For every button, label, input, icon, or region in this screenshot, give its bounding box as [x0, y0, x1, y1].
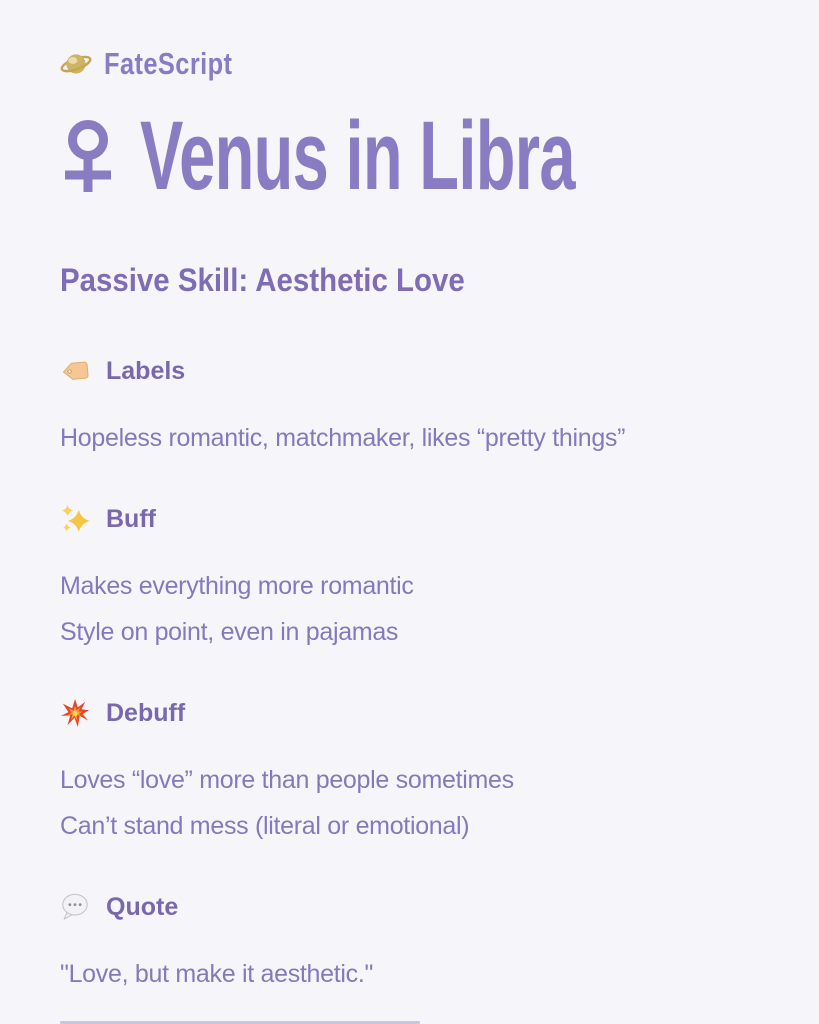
section-labels-header — [60, 355, 779, 387]
section-title: Labels — [106, 356, 186, 385]
section-quote-body — [60, 951, 779, 997]
section-buff-header — [60, 503, 779, 535]
section-debuff-body — [60, 757, 779, 849]
venus-symbol-icon — [60, 120, 116, 192]
section-labels-body — [60, 415, 779, 461]
page-title — [60, 101, 779, 210]
speech-balloon-icon — [60, 892, 90, 922]
label-tag-icon — [60, 356, 90, 386]
collision-icon — [60, 698, 90, 728]
brand-header — [60, 46, 779, 82]
section-quote — [60, 891, 779, 997]
section-line: Hopeless romantic, matchmaker, likes “pretty things” — [60, 423, 626, 452]
section-title: Debuff — [106, 698, 186, 727]
section-buff-body — [60, 563, 779, 655]
section-buff — [60, 503, 779, 655]
section-debuff-header — [60, 697, 779, 729]
section-title: Quote — [106, 892, 179, 921]
section-line: Loves “love” more than people sometimes — [60, 765, 514, 794]
section-debuff — [60, 697, 779, 849]
section-line: "Love, but make it aesthetic." — [60, 959, 374, 988]
sparkles-icon — [60, 504, 90, 534]
section-labels — [60, 355, 779, 461]
section-quote-header — [60, 891, 779, 923]
section-line: Can’t stand mess (literal or emotional) — [60, 811, 470, 840]
ringed-planet-icon — [60, 48, 92, 80]
page-title-text: Venus in Libra — [140, 101, 575, 210]
section-line: Makes everything more romantic — [60, 571, 414, 600]
brand-name: FateScript — [104, 46, 233, 81]
passive-skill-heading: Passive Skill: Aesthetic Love — [60, 262, 465, 299]
section-line: Style on point, even in pajamas — [60, 617, 399, 646]
section-title: Buff — [106, 504, 156, 533]
